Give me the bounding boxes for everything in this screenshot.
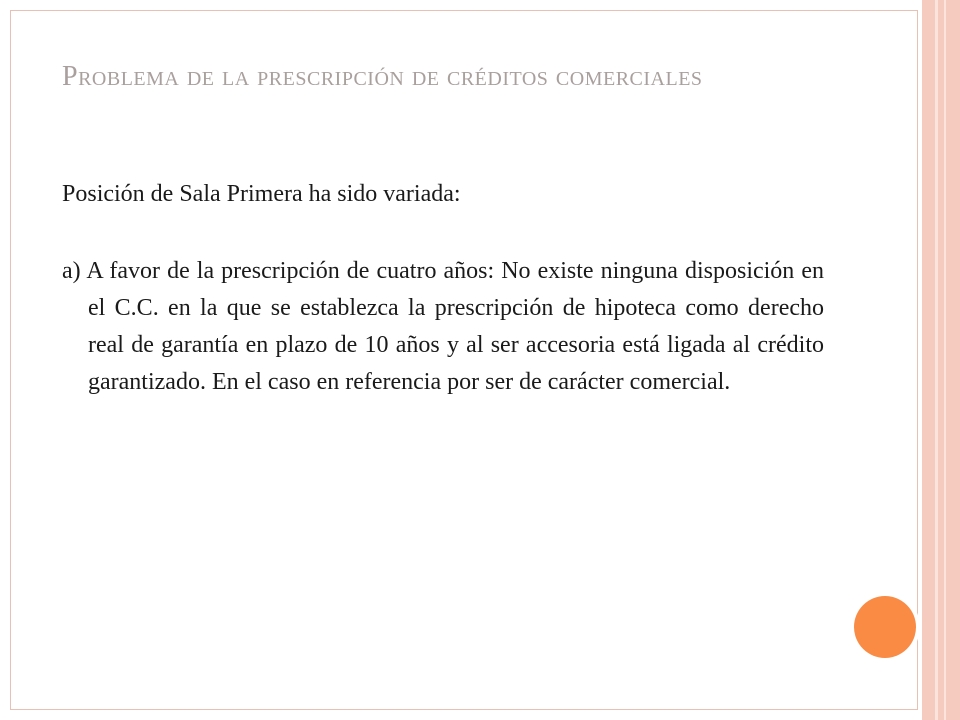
stripe-line — [944, 0, 946, 720]
stripe-line — [935, 0, 938, 720]
slide-body — [62, 176, 824, 401]
decorative-side-stripes — [922, 0, 960, 720]
decorative-circle — [854, 596, 916, 658]
point-a-paragraph: a) A favor de la prescripción de cuatro años: No existe ninguna disposición en el C.C. en la que se establezca la prescripción de hipoteca como derecho real de garantía en plazo de 10 años y al ser accesoria está ligada al crédito garantizado. En el caso en referencia por ser de carácter comercial. — [62, 258, 824, 395]
intro-paragraph: Posición de Sala Primera ha sido variada: — [62, 181, 461, 207]
slide-title: Problema de la prescripción de créditos comerciales — [62, 61, 703, 92]
